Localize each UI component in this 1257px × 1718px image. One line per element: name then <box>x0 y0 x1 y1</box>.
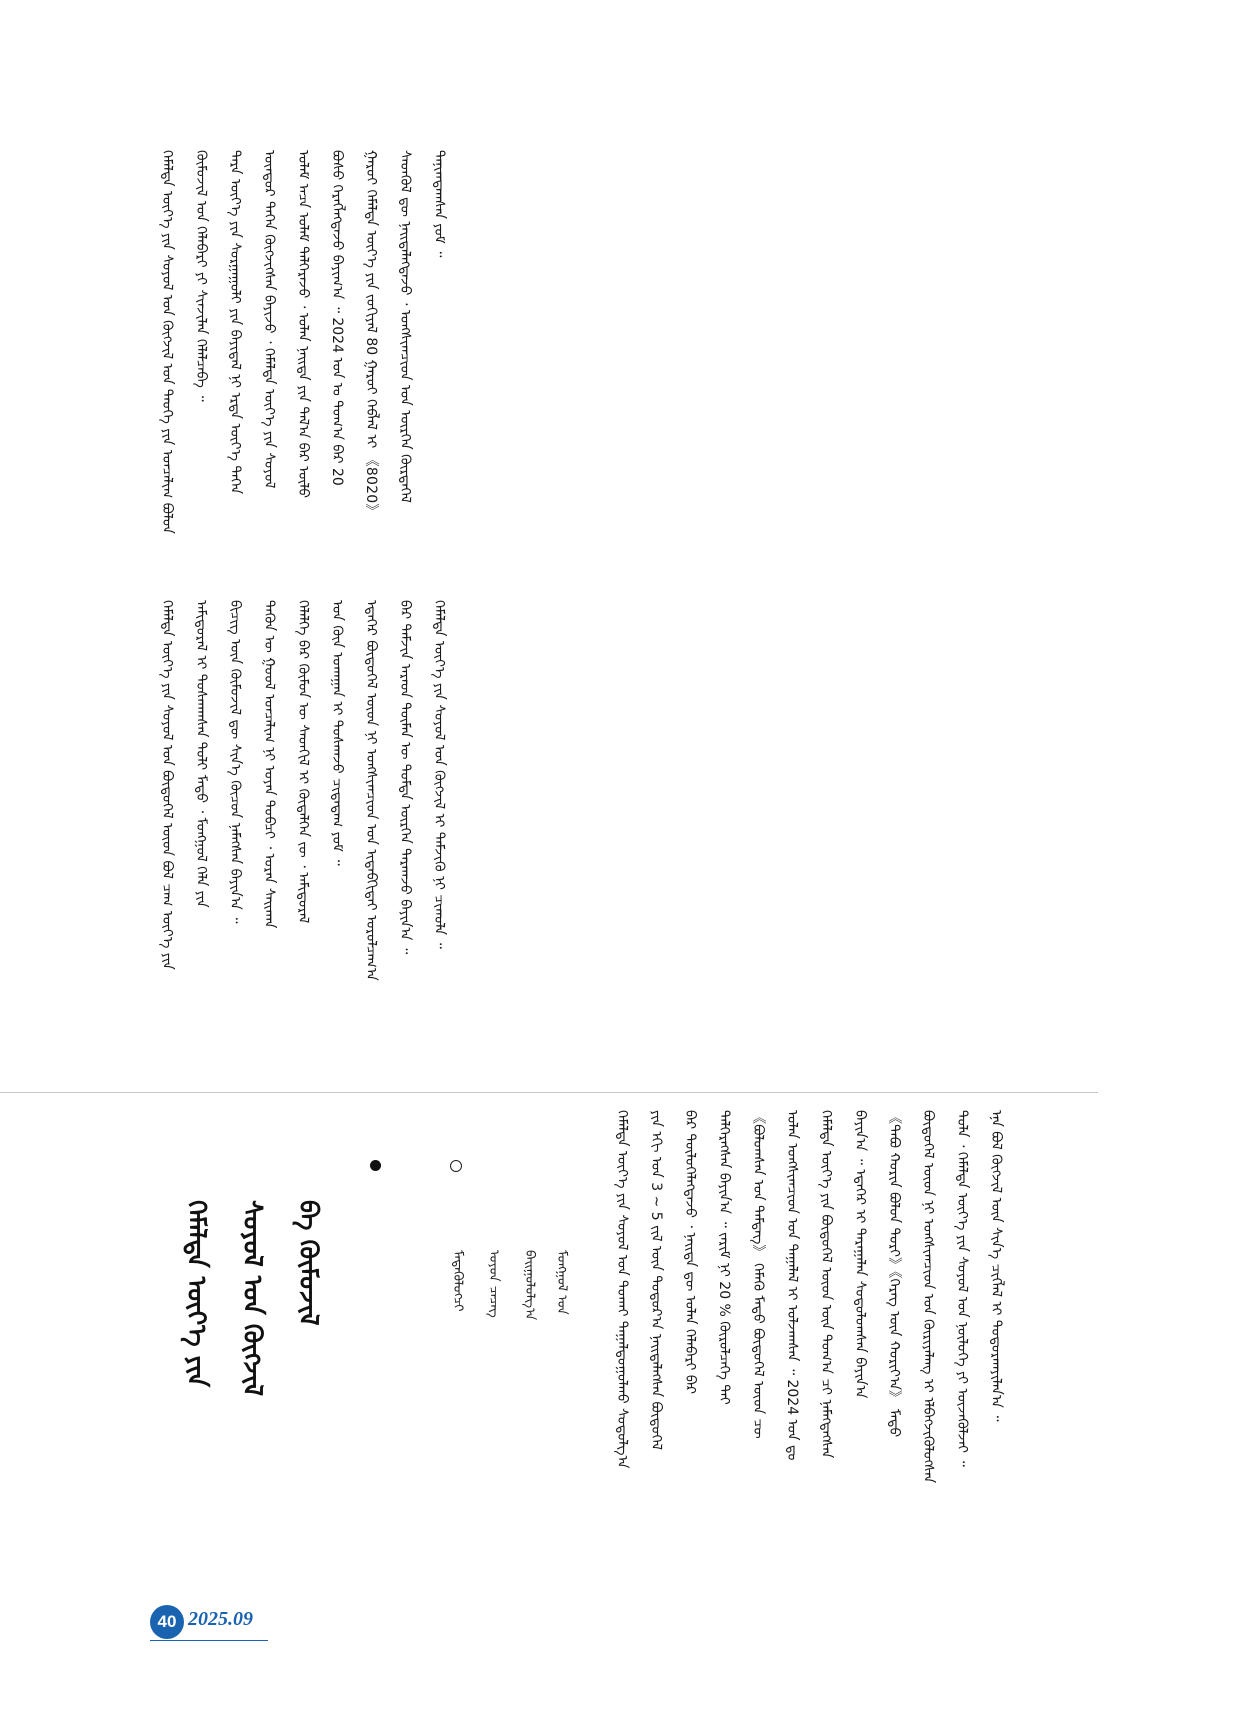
filled-bullet-icon <box>370 1160 381 1171</box>
text-line: ᠪᠠᠷ ᠳᠠᠮᠵᠢᠨ ᠠᠷᠠᠳ ᠲᠦᠮᠡᠨ ᠦ ᠳᠤᠮᠳᠠ ᠥᠷᠭᠡᠨ ᠲᠠᠷᠬᠠᠵᠤ ᠪᠠᠶᠢᠨ᠎ᠠ ᠃ <box>397 600 413 955</box>
author-line: ᠮᠡᠳᠡᠭᠦᠯᠦᠭᠴᠢ <box>450 1250 465 1312</box>
text-line: ᠡᠨᠡ ᠪᠣᠯ ᠬᠥᠭᠵᠢᠯ ᠦᠨ ᠰᠢᠨ᠎ᠡ ᠴᠢᠭᠯᠡᠯ ᠢ ᠲᠣᠳᠣᠷᠬᠠᠶᠢᠯᠠᠨ᠎ᠠ ᠃ <box>988 1110 1004 1422</box>
text-line: 《ᠪᠣᠯᠣᠭᠰᠠᠨ ᠤᠨ ᠲᠡᠮᠳᠡᠭ》 ᠬᠡᠮᠡᠬᠦ ᠮᠡᠲᠦ ᠪᠦᠲᠦᠭᠡᠯ ᠦᠳ ᠴᠦ <box>750 1110 766 1439</box>
issue-underline <box>150 1640 268 1641</box>
text-line: ᠤᠨ ᠭᠦᠨ ᠤᠬᠠᠭᠠᠨ ᠢ ᠲᠤᠰᠬᠠᠵᠤ ᠴᠢᠳᠠᠳᠠᠭ ᠶᠤᠮ ᠃ <box>329 600 345 866</box>
text-line: ᠪᠠᠶᠢᠨ᠎ᠠ ᠃ ᠡᠳᠡᠭᠡᠷ ᠢ ᠳᠠᠷᠠᠭᠠᠯᠠᠨ ᠰᠤᠳᠤᠯᠤᠭᠰᠠᠨ ᠪᠠᠶᠢᠨ᠎ᠠ <box>852 1110 868 1399</box>
text-line: ᠰᠡᠳᠬᠦᠯ ᠳᠦ ᠨᠡᠢᠲᠡᠯᠡᠭᠳᠡᠵᠦ ᠂ ᠤᠩᠰᠢᠭᠴᠢᠳ ᠤᠨ ᠥᠷᠭᠡᠨ ᠬᠦᠷᠲᠡᠭᠡᠯ <box>397 150 413 503</box>
title-line: ᠪᠠ ᠬᠥᠮᠦᠵᠢᠯ <box>293 1200 323 1326</box>
text-line: ᠬᠡᠮᠡᠯᠲᠡ ᠦᠶ᠎ᠡ ᠶᠢᠨ ᠰᠣᠶᠣᠯ ᠤᠨ ᠪᠦᠲᠦᠭᠡᠯ ᠦᠳ ᠪᠣᠯ ᠴᠠᠭ ᠦᠶ᠎ᠡ ᠶᠢᠨ <box>159 600 175 970</box>
article-body-right <box>605 1110 1080 1600</box>
section-divider <box>0 1092 1098 1093</box>
text-line: ᠭᠠᠷᠤᠶ ᠬᠡᠮᠡᠯᠲᠡ ᠦᠶ᠎ᠡ ᠶᠢᠨ ᠵᠣᠬᠢᠶᠠᠯ 80 ᠭᠠᠷᠤᠶ ᠬᠡᠪᠯᠡᠯ ᠢ 《8020》 <box>363 150 379 518</box>
text-line: ᠬᠡᠯᠡᠯᠭᠡ ᠪᠡᠷ ᠬᠦᠮᠦᠨ ᠦ ᠰᠡᠳᠬᠢᠯ ᠢ ᠬᠥᠳᠡᠯᠭᠡᠨ ᠵᠦ ᠂ ᠠᠮᠢᠳᠤᠷᠠᠯ <box>295 600 311 924</box>
author-line: ᠣᠶᠤᠨ ᠴᠡᠴᠡᠭ <box>486 1250 501 1318</box>
article-body-upper <box>150 150 1080 590</box>
text-line: ᠬᠡᠮᠡᠯᠲᠡ ᠦᠶ᠎ᠡ ᠶᠢᠨ ᠰᠣᠶᠣᠯ ᠤᠨ ᠬᠥᠭᠵᠢᠯ ᠢ ᠳᠡᠮᠵᠢᠬᠦ ᠨᠢ ᠴᠢᠬᠤᠯᠠ ᠃ <box>431 600 447 949</box>
text-line: ᠪᠤᠰᠤ ᠬᠡᠷᠡᠭᠯᠡᠭᠳᠡᠵᠦ ᠪᠠᠶᠢᠭ᠎ᠠ ᠃ 2024 ᠣᠨ ᠤ ᠲᠣᠭ᠎ᠠ ᠪᠠᠷ 20 <box>329 150 345 486</box>
article-title <box>150 1180 450 1560</box>
text-line: ᠥᠨᠳᠦᠷ ᠳᠡᠭᠡᠨ ᠬᠥᠭᠵᠢᠭᠰᠡᠨ ᠪᠠᠶᠢᠵᠤ ᠂ ᠬᠡᠮᠡᠯᠲᠡ ᠦᠶ᠎ᠡ ᠶᠢᠨ ᠰᠣᠶᠣᠯ <box>261 150 277 489</box>
open-bullet-icon <box>450 1160 462 1172</box>
text-line: ᠲᠠᠨᠢᠭᠳᠠᠭᠰᠠᠨ ᠶᠤᠮ ᠃ <box>431 150 447 258</box>
text-line: ᠬᠥᠮᠦᠵᠢᠯ ᠤᠨ ᠬᠡᠯᠡᠪᠡᠷᠢ ᠶᠢ ᠰᠢᠨᠵᠢᠯᠡᠨ ᠬᠡᠯᠡᠯᠴᠡᠪᠡ ᠃ <box>193 150 209 402</box>
text-line: ᠪᠡᠷ ᠲᠥᠯᠦᠭᠡᠯᠡᠭᠳᠡᠵᠦ ᠂ ᠨᠡᠢᠲᠡ ᠳᠦ ᠣᠯᠠᠨ ᠬᠡᠯᠡᠪᠡᠷᠢ ᠪᠡᠷ <box>682 1110 698 1394</box>
text-line: 《ᠲᠠᠪᠤ ᠬᠣᠷᠢᠨ ᠪᠣᠯᠣᠨ ᠲᠣᠷᠢ》《ᠬᠡᠷᠡᠭ ᠦᠨ ᠬᠣᠷᠢᠶ᠎ᠠ》 ᠮᠡᠲᠦ <box>886 1110 902 1438</box>
text-line: ᠡᠳᠡᠭᠡᠷ ᠪᠦᠲᠦᠭᠡᠯ ᠦᠳ ᠨᠢ ᠤᠩᠰᠢᠭᠴᠢᠳ ᠤᠨ ᠢᠳᠡᠪᠬᠢᠲᠡᠢ ᠣᠷᠣᠯᠴᠠᠭ᠎ᠠ <box>363 600 379 981</box>
text-line: ᠠᠮᠢᠳᠤᠷᠠᠯ ᠢ ᠲᠤᠰᠬᠠᠭᠰᠠᠨ ᠲᠣᠯᠢ ᠮᠡᠲᠦ ᠂ ᠮᠣᠩᠭᠣᠯ ᠬᠡᠯᠡ ᠶᠢᠨ <box>193 600 209 908</box>
title-line: ᠰᠣᠶᠣᠯ ᠤᠨ ᠬᠥᠭᠵᠢᠯ <box>237 1200 267 1397</box>
title-line: ᠬᠡᠮᠡᠯᠲᠡ ᠦᠶ᠎ᠡ ᠶᠢᠨ <box>181 1200 211 1388</box>
text-line: ᠬᠡᠮᠡᠯᠲᠡ ᠦᠶ᠎ᠡ ᠶᠢᠨ ᠪᠦᠲᠦᠭᠡᠯ ᠦᠳ ᠦᠨ ᠲᠣᠭ᠎ᠠ ᠴᠢ ᠨᠡᠮᠡᠭᠳᠡᠭᠰᠡᠨ <box>818 1110 834 1459</box>
text-line: ᠲᠤᠯᠠ ᠂ ᠬᠡᠮᠡᠯᠲᠡ ᠦᠶ᠎ᠡ ᠶᠢᠨ ᠰᠣᠶᠣᠯ ᠤᠨ ᠨᠥᠯᠦᠭᠡ ᠶᠢ ᠦᠵᠡᠭᠦᠯᠵᠡᠶ ᠃ <box>954 1110 970 1467</box>
article-body-lower <box>150 600 1080 1070</box>
text-line: ᠬᠡᠮᠡᠯᠲᠡ ᠦᠶ᠎ᠡ ᠶᠢᠨ ᠰᠣᠶᠣᠯ ᠤᠨ ᠬᠥᠭᠵᠢᠯ ᠤᠨ ᠲᠡᠦᠬᠡ ᠶᠢᠨ ᠣᠨᠴᠠᠯᠢᠭ ᠪᠣᠯᠣᠨ <box>159 150 175 534</box>
author-line: ᠪᠠᠢᠭᠤᠯᠤᠯᠭ᠎ᠠ <box>522 1250 537 1321</box>
page-number-badge: 40 <box>150 1605 184 1639</box>
text-line: ᠣᠯᠠᠨ ᠤᠩᠰᠢᠭᠴᠢᠳ ᠤᠨ ᠲᠠᠭᠠᠯᠠᠯ ᠢ ᠣᠯᠵᠠᠭᠰᠠᠨ ᠃ 2024 ᠣᠨ ᠳᠤ <box>784 1110 800 1461</box>
author-byline <box>450 1180 590 1540</box>
text-line: ᠪᠦᠲᠦᠭᠡᠯ ᠦᠳ ᠨᠢ ᠤᠩᠰᠢᠭᠴᠢᠳ ᠤᠨ ᠬᠦᠷᠢᠶᠡᠯᠡᠩ ᠢ ᠡᠯᠪᠡᠭᠵᠢᠭᠦᠯᠦᠭᠰᠡᠨ <box>920 1110 936 1484</box>
issue-date: 2025.09 <box>188 1608 253 1630</box>
author-line: ᠮᠣᠩᠭᠣᠯ ᠤᠨ <box>554 1250 569 1315</box>
text-line: ᠳᠡᠯᠭᠡᠷᠡᠭᠰᠡᠨ ᠪᠠᠶᠢᠨ᠎ᠠ ᠃ ᠵᠠᠷᠢᠮ ᠨᠢ 20 % ᠬᠦᠷᠦᠯᠴᠡᠭᠡ ᠲᠠᠢ <box>716 1110 732 1405</box>
text-line: ᠲᠡᠷᠡ ᠦᠶ᠎ᠡ ᠶᠢᠨ ᠰᠤᠷᠭᠠᠭᠤᠯᠢ ᠶᠢᠨ ᠪᠠᠶᠢᠳᠠᠯ ᠨᠢ ᠡᠷᠲᠡ ᠦᠶ᠎ᠡ ᠳᠡᠭᠡᠨ <box>227 150 243 495</box>
text-line: ᠪᠢᠴᠢᠭ ᠦᠨ ᠬᠥᠮᠦᠵᠢᠯ ᠳᠦ ᠰᠢᠨ᠎ᠡ ᠬᠦᠴᠦᠨ ᠨᠡᠮᠡᠭᠰᠡᠨ ᠪᠠᠶᠢᠨ᠎ᠠ ᠃ <box>227 600 243 924</box>
text-line: ᠤᠯᠠᠮ ᠠᠴᠠ ᠤᠯᠠᠮ ᠳᠡᠯᠭᠡᠷᠡᠵᠦ ᠂ ᠣᠯᠠᠨ ᠨᠡᠢᠲᠡ ᠶᠢᠨ ᠲᠠᠯ᠎ᠠ ᠪᠠᠷ ᠦᠯᠦ <box>295 150 311 499</box>
text-line: ᠲᠡᠭᠦᠨ ᠦ ᠭᠣᠣᠯ ᠣᠨᠴᠠᠯᠢᠭ ᠨᠢ ᠤᠶᠠᠨ ᠲᠣᠪᠴᠢ ᠂ ᠤᠷᠠᠨ ᠰᠠᠢᠬᠠᠨ <box>261 600 277 929</box>
text-line: ᠶᠢᠨ ᠡᠬᠢ ᠣᠨ 3 ~ 5 ᠵᠢᠯ ᠦᠨ ᠳᠣᠲᠣᠷ᠎ᠠ ᠨᠡᠢᠲᠡᠯᠡᠭᠰᠡᠨ ᠪᠦᠲᠦᠭᠡᠯ <box>648 1110 664 1450</box>
text-line: ᠬᠡᠮᠡᠯᠲᠡ ᠦᠶ᠎ᠡ ᠶᠢᠨ ᠰᠣᠶᠣᠯ ᠤᠨ ᠲᠤᠬᠠᠢ ᠳᠠᠭᠠᠯᠳᠤᠭᠤᠯᠬᠤ ᠰᠤᠳᠤᠯᠭ᠎ᠠ <box>614 1110 630 1469</box>
